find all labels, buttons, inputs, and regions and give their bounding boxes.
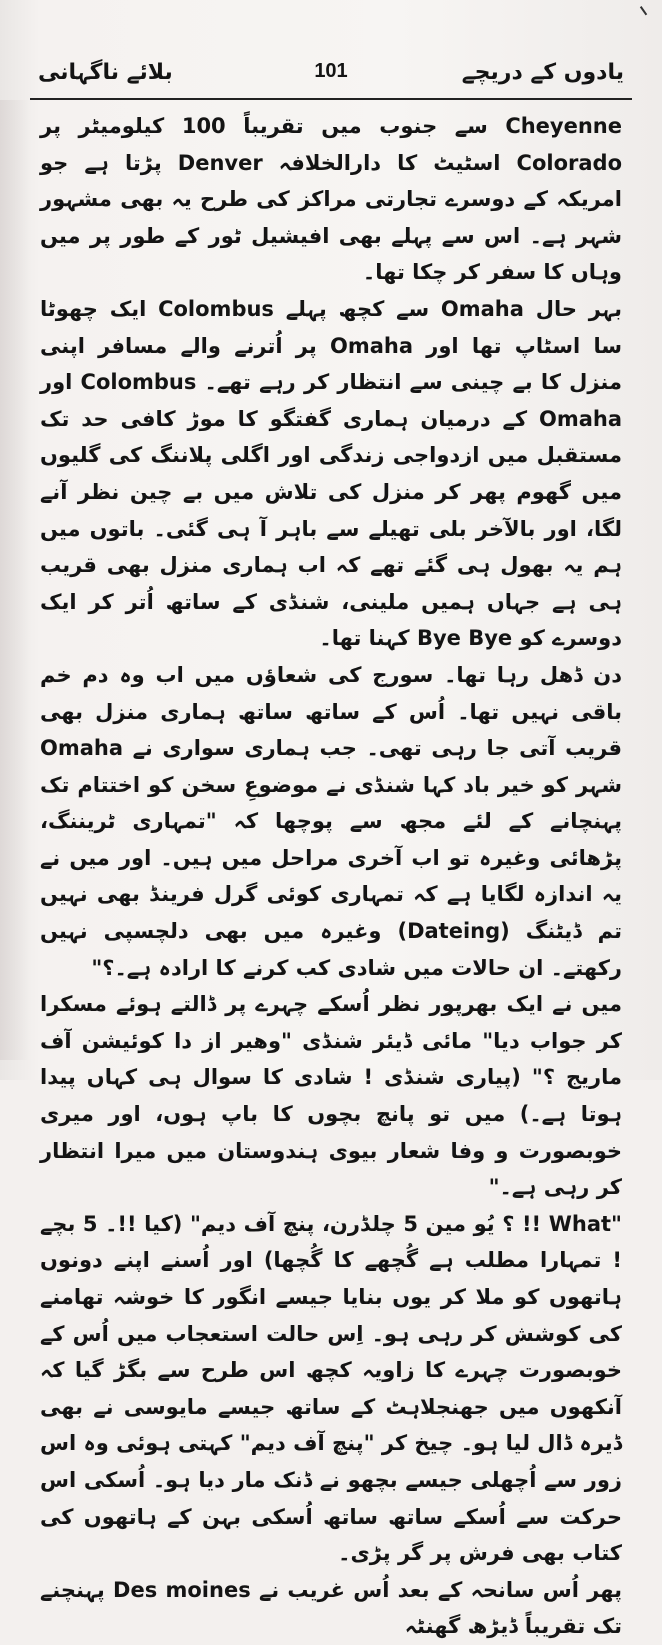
paragraph-2: بہر حال Omaha سے کچھ پہلے Colombus ایک چھوٹا سا اسٹاپ تھا اور Omaha پر اُترنے والے مسافر اپنی منزل کا بے چینی سے انتظار کر رہے تھے۔ Colombus اور Omaha کے درمیان ہماری گفتگو کا موڑ کافی حد تک مستقبل میں ازدواجی زندگی اور اگلی پلاننگ کی گلیوں میں گھوم پھر کر منزل کی تلاش میں بے چین نظر آنے لگا، اور بالآخر بلی تھیلے سے باہر آ ہی گئی۔ باتوں میں ہم یہ بھول ہی گئے تھے کہ اب ہماری منزل بھی قریب ہی ہے جہاں ہمیں ملینی، شنڈی کے ساتھ اُتر کر ایک دوسرے کو Bye Bye کہنا تھا۔ <box>40 296 622 651</box>
body-text <box>40 108 622 1645</box>
book-title: یادوں کے دریچے <box>461 60 624 85</box>
paragraph-1: Cheyenne سے جنوب میں تقریباً 100 کیلومیٹر پر Colorado اسٹیٹ کا دارالخلافہ Denver پڑتا ہے جو امریکہ کے دوسرے تجارتی مراکز کی طرح یہ بھی مشہور شہر ہے۔ اس سے پہلے بھی افیشیل ٹور کے طور پر میں وہاں کا سفر کر چکا تھا۔ <box>40 114 622 285</box>
page-header <box>30 56 632 96</box>
paragraph-5: "What !! ؟ یُو مین 5 چلڈرن، پنچ آف دیم" (کیا !!۔ 5 بچے ! تمہارا مطلب ہے گُچھے کا گُچھا) اور اُسنے اپنے دونوں ہاتھوں کو ملا کر یوں بنایا جیسے انگور کا خوشہ تھامنے کی کوشش کر رہی ہو۔ اِس حالت استعجاب میں اُس کے خوبصورت چہرے کا زاویہ کچھ اس طرح سے بگڑ گیا کہ آنکھوں میں جھنجلاہٹ کے ساتھ جیسے مایوسی نے بھی ڈیرہ ڈال لیا ہو۔ چیخ کر "پنچ آف دیم" کہتی ہوئی وہ اس زور سے اُچھلی جیسے بچھو نے ڈنک مار دیا ہو۔ اُسکی اس حرکت سے اُسکے ساتھ ساتھ اُسکی بہن کے ہاتھوں کی کتاب بھی فرش پر گر پڑی۔ <box>39 1211 622 1566</box>
chapter-title: بلائے ناگہانی <box>38 60 173 85</box>
corner-mark <box>640 3 652 16</box>
paragraph-4: میں نے ایک بھرپور نظر اُسکے چہرے پر ڈالتے ہوئے مسکرا کر جواب دیا" مائی ڈیئر شنڈی "وھیر از دا کوئیشن آف ماریج ؟" (پیاری شنڈی ! شادی کا سوال ہی کہاں پیدا ہوتا ہے۔) میں تو پانچ بچوں کا باپ ہوں، اور میری خوبصورت و وفا شعار بیوی ہندوستان میں میرا انتظار کر رہی ہے۔" <box>40 992 622 1200</box>
header-rule <box>30 98 632 100</box>
paragraph-6: پھر اُس سانحہ کے بعد اُس غریب نے Des moines پہنچنے تک تقریباً ڈیڑھ گھنٹہ <box>40 1577 622 1639</box>
paragraph-3: دن ڈھل رہا تھا۔ سورج کی شعاؤں میں اب وہ دم خم باقی نہیں تھا۔ اُس کے ساتھ ساتھ ہماری منزل بھی قریب آتی جا رہی تھی۔ جب ہماری سواری نے Omaha شہر کو خیر باد کہا شنڈی نے موضوعِ سخن کو اختتام تک پہنچانے کے لئے مجھ سے پوچھا کہ "تمہاری ٹریننگ، پڑھائی وغیرہ تو اب آخری مراحل میں ہیں۔ اور میں نے یہ اندازہ لگایا ہے کہ تمہاری کوئی گرل فرینڈ بھی نہیں تم ڈیٹنگ (Dateing) وغیرہ میں بھی دلچسپی نہیں رکھتے۔ ان حالات میں شادی کب کرنے کا ارادہ ہے۔؟" <box>40 662 622 980</box>
page-number: 101 <box>314 60 348 82</box>
page-shadow <box>0 100 30 1060</box>
